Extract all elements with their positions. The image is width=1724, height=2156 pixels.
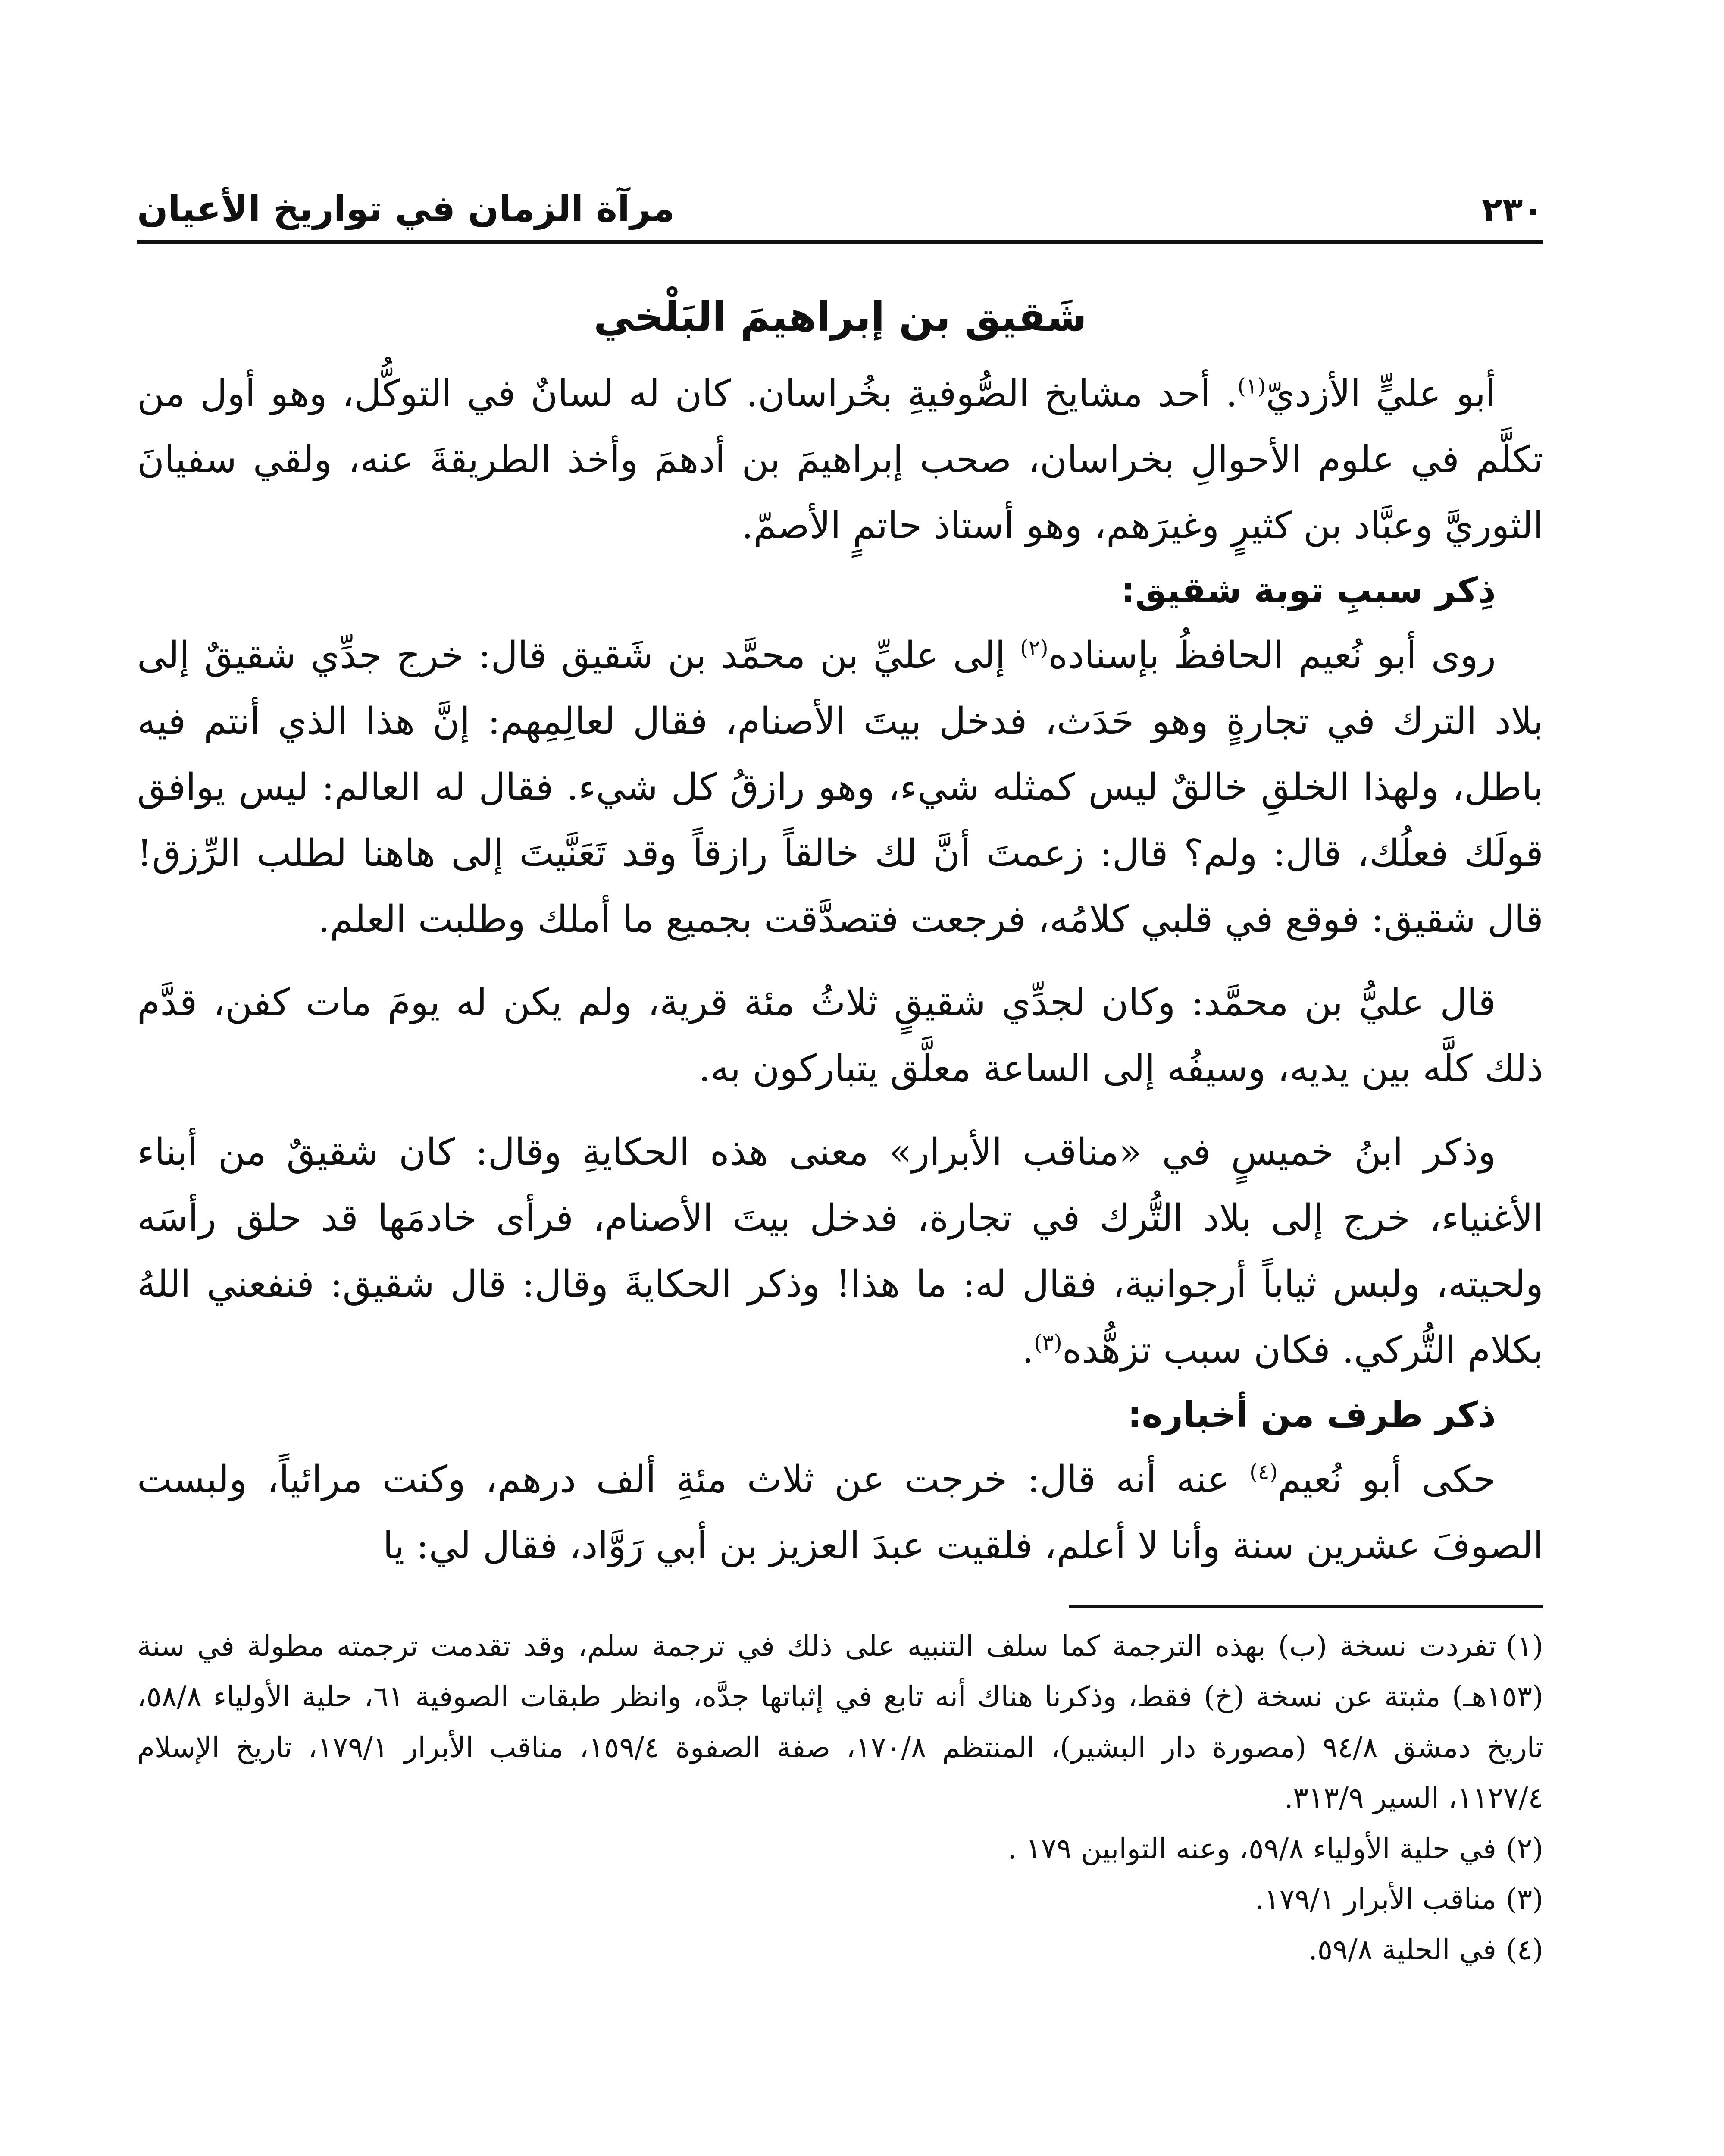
footnote-reference: (٢) xyxy=(1020,635,1048,661)
section-heading: ذِكر سببِ توبة شقيق: xyxy=(1121,570,1496,611)
paragraph-gap xyxy=(137,953,1543,970)
footnote: (٤)في الحلية ٥٩/٨. xyxy=(1308,1933,1543,1967)
footnote-reference: (٣) xyxy=(1033,1330,1062,1355)
footnote-number: (٤) xyxy=(1506,1933,1543,1967)
section-heading: ذكر طرف من أخباره: xyxy=(1127,1394,1496,1435)
paragraph: قال عليُّ بن محمَّد: وكان لجدِّي شقيقٍ ثلاثُ مئة قرية، ولم يكن له يومَ مات كفن، قدَّم ذلك كلَّه بين يديه، وسيفُه إلى الساعة معلَّق يتباركون به. xyxy=(137,981,1543,1091)
paragraph-gap xyxy=(137,1102,1543,1119)
page-number: ٢٣٠ xyxy=(1482,191,1543,229)
paragraph: حكى أبو نُعيم$^{(٤)}$ عنه أنه قال: خرجت عن ثلاث مئةِ ألف درهم، وكنت مرائياً، ولبست الصوفَ عشرين سنة وأنا لا أعلم، فلقيت عبدَ العزيز بن أبي رَوَّاد، فقال لي: يا xyxy=(137,1458,1543,1567)
footnote-reference: (٤) xyxy=(1249,1459,1278,1485)
paragraph: وذكر ابنُ خميسٍ في «مناقب الأبرار» معنى هذه الحكايةِ وقال: كان شقيقٌ من أبناء الأغنياء، خرج إلى بلاد التُّرك في تجارة، فدخل بيتَ الأصنام، فرأى خادمَها قد حلق رأسَه ولحيته، ولبس ثياباً أرجوانية، فقال له: ما هذا! وذكر الحكايةَ وقال: قال شقيق: فنفعني اللهُ بكلام التُّركي. فكان سبب تزهُّده$^{(٣)}$. xyxy=(137,1130,1543,1372)
footnote-number: (١) xyxy=(1506,1629,1543,1663)
book-title: مرآة الزمان في تواريخ الأعيان xyxy=(137,188,675,230)
running-header xyxy=(137,164,1543,244)
chapter-title: شَقيق بن إبراهيمَ البَلْخي xyxy=(594,294,1087,341)
footnote-separator xyxy=(1069,1605,1543,1608)
main-text xyxy=(137,361,1543,1579)
footnote: (٣)مناقب الأبرار ١٧٩/١. xyxy=(1255,1882,1543,1916)
paragraph: أبو عليٍّ الأزديّ$^{(١)}$. أحد مشايخ الصُّوفيةِ بخُراسان. كان له لسانٌ في التوكُّل، وهو أول من تكلَّم في علوم الأحوالِ بخراسان، صحب إبراهيمَ بن أدهمَ وأخذ الطريقةَ عنه، ولقي سفيانَ الثوريَّ وعبَّاد بن كثيرٍ وغيرَهم، وهو أستاذ حاتمٍ الأصمّ. xyxy=(137,372,1543,548)
paragraph: روى أبو نُعيم الحافظُ بإسناده$^{(٢)}$ إلى عليِّ بن محمَّد بن شَقيق قال: خرج جدِّي شقيقٌ إلى بلاد الترك في تجارةٍ وهو حَدَث، فدخل بيتَ الأصنام، فقال لعالِمِهم: إنَّ هذا الذي أنتم فيه باطل، ولهذا الخلقِ خالقٌ ليس كمثله شيء، وهو رازقُ كل شيء. فقال له العالم: ليس يوافق قولَك فعلُك، قال: ولم؟ قال: زعمتَ أنَّ لك خالقاً رازقاً وقد تَعَنَّيتَ إلى هاهنا لطلب الرِّزق! قال شقيق: فوقع في قلبي كلامُه، فرجعت فتصدَّقت بجميع ما أملك وطلبت العلم. xyxy=(137,634,1543,941)
footnote-number: (٣) xyxy=(1506,1882,1543,1916)
book-page xyxy=(137,164,1543,2156)
footnote: (١)تفردت نسخة (ب) بهذه الترجمة كما سلف التنبيه على ذلك في ترجمة سلم، وقد تقدمت ترجمته مطولة في سنة (١٥٣هـ) مثبتة عن نسخة (خ) فقط، وذكرنا هناك أنه تابع في إثباتها جدَّه، وانظر طبقات الصوفية ٦١، حلية الأولياء ٥٨/٨، تاريخ دمشق ٩٤/٨ (مصورة دار البشير)، المنتظم ١٧٠/٨، صفة الصفوة ١٥٩/٤، مناقب الأبرار ١٧٩/١، تاريخ الإسلام ١١٢٧/٤، السير ٣١٣/٩. xyxy=(137,1629,1543,1815)
footnotes xyxy=(137,1621,1543,1975)
footnote: (٢)في حلية الأولياء ٥٩/٨، وعنه التوابين ١٧٩ . xyxy=(1007,1832,1543,1865)
footnote-reference: (١) xyxy=(1237,373,1266,399)
footnote-number: (٢) xyxy=(1506,1832,1543,1865)
